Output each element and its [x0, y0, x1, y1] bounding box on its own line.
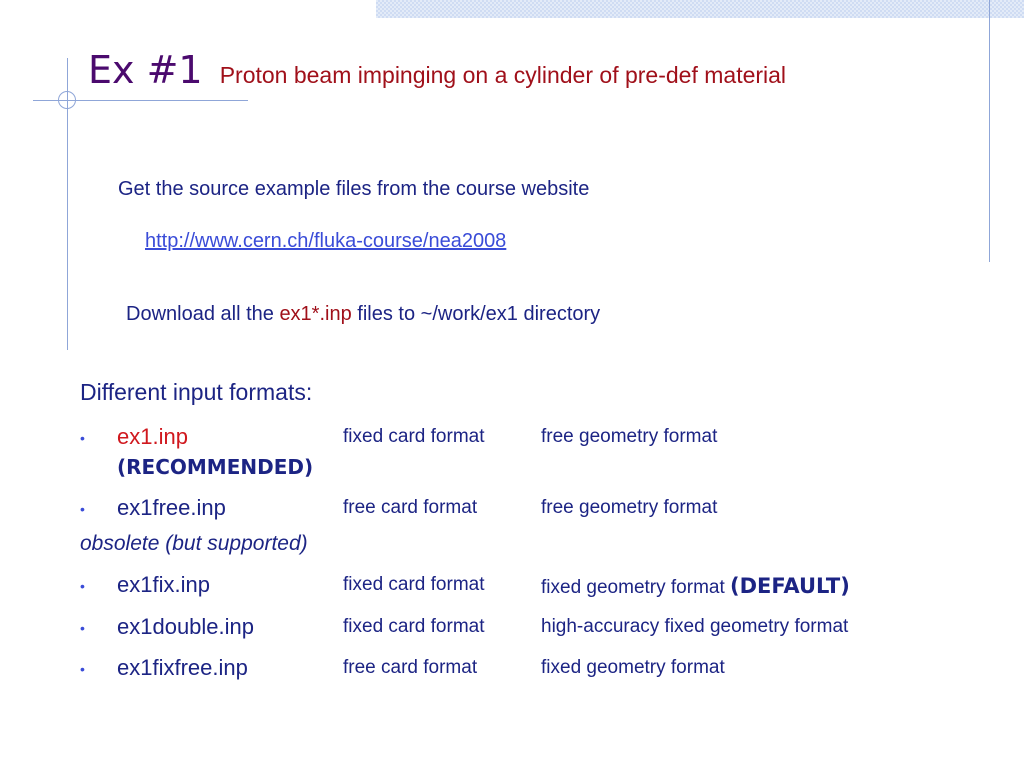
bullet-icon: • — [80, 620, 85, 636]
format-file-name: ex1.inp — [117, 424, 188, 449]
formats-heading: Different input formats: — [80, 379, 313, 405]
format-geometry-type — [541, 574, 850, 599]
format-file-name: ex1double.inp — [117, 614, 255, 639]
format-file-name: ex1free.inp — [117, 495, 226, 520]
crosshair-circle-icon — [58, 91, 76, 109]
format-geometry-type-text: fixed geometry format — [541, 577, 725, 598]
recommended-note: (RECOMMENDED) — [117, 455, 314, 479]
format-geometry-type: free geometry format — [541, 497, 718, 518]
source-instruction: Get the source example files from the course website — [118, 178, 590, 200]
format-file-name: ex1fixfree.inp — [117, 655, 248, 680]
format-file-name: ex1fix.inp — [117, 572, 210, 597]
title-subtitle: Proton beam impinging on a cylinder of pre-def material — [219, 62, 787, 88]
format-geometry-type: high-accuracy fixed geometry format — [541, 616, 849, 637]
format-card-type: fixed card format — [343, 574, 485, 595]
format-geometry-type: free geometry format — [541, 426, 718, 447]
format-card-type: free card format — [343, 657, 478, 678]
download-prefix: Download all the — [126, 303, 274, 325]
download-instruction — [126, 303, 600, 326]
bullet-icon: • — [80, 501, 85, 517]
slide-title — [88, 48, 786, 92]
frame-line-vertical-right — [989, 0, 990, 262]
default-note: (DEFAULT) — [730, 574, 850, 598]
obsolete-note: obsolete (but supported) — [80, 532, 308, 555]
bullet-icon: • — [80, 578, 85, 594]
format-card-type: free card format — [343, 497, 478, 518]
decorative-pattern-band — [376, 0, 1024, 18]
title-main: Ex #1 — [88, 48, 203, 92]
bullet-icon: • — [80, 661, 85, 677]
format-geometry-type: fixed geometry format — [541, 657, 725, 678]
format-card-type: fixed card format — [343, 616, 485, 637]
download-pattern: ex1*.inp — [279, 303, 352, 325]
download-suffix: files to ~/work/ex1 directory — [357, 303, 601, 325]
course-website-link[interactable]: http://www.cern.ch/fluka-course/nea2008 — [145, 230, 507, 252]
format-card-type: fixed card format — [343, 426, 485, 447]
bullet-icon: • — [80, 430, 85, 446]
